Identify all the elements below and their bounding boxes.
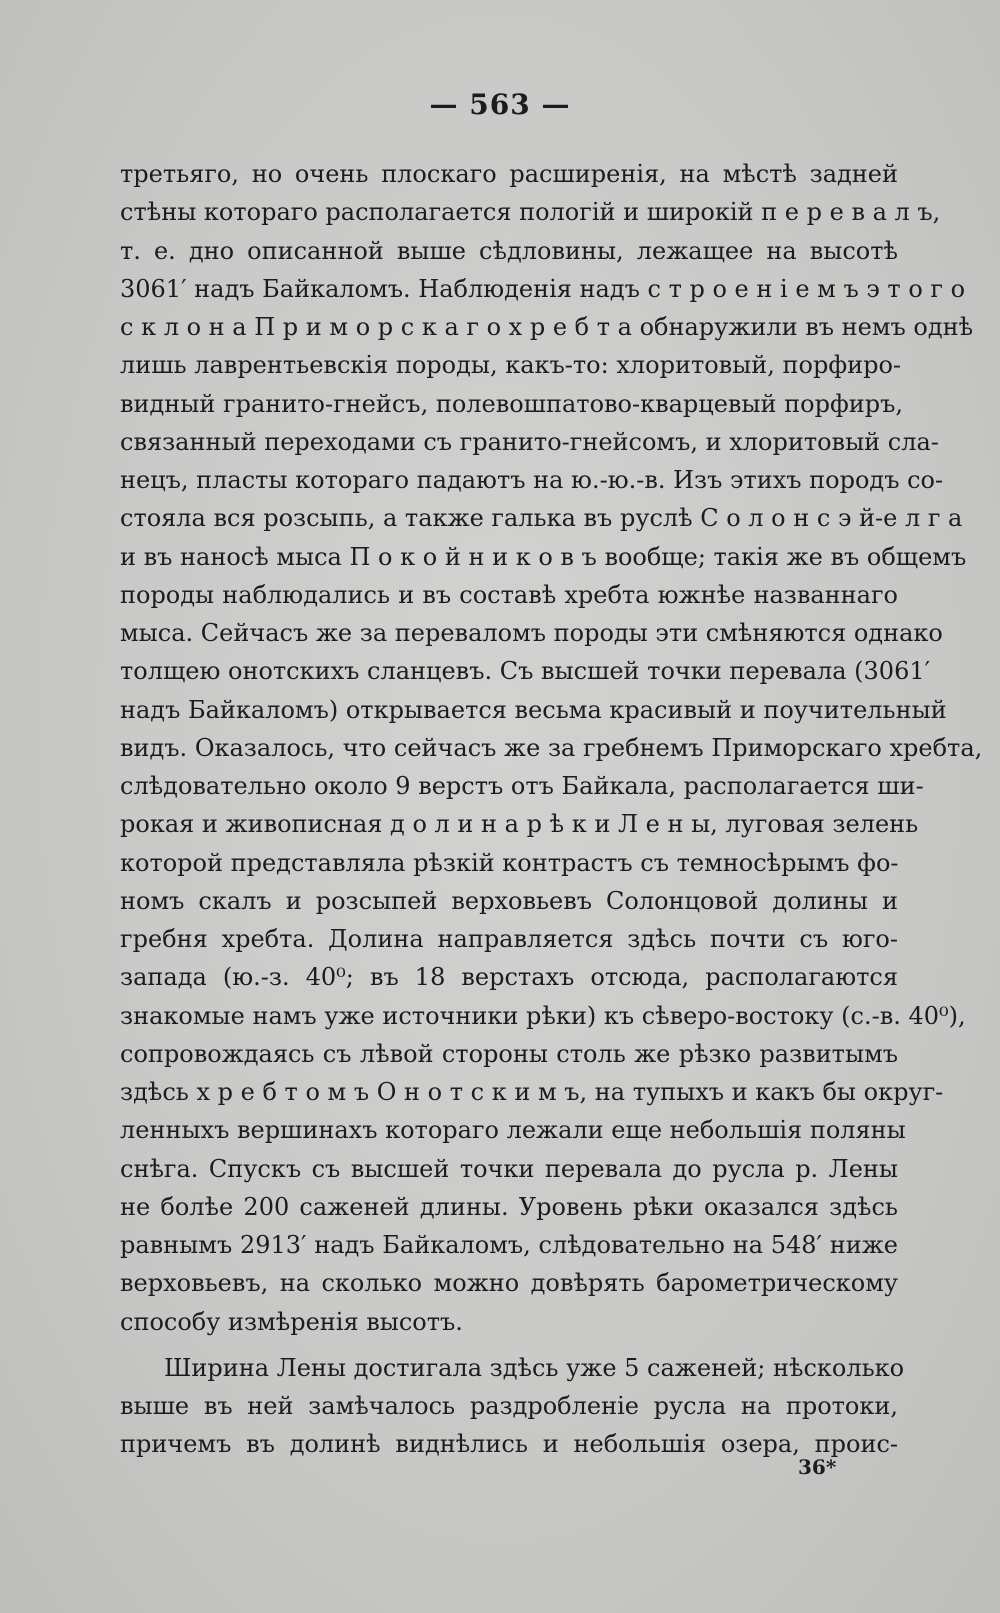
text-line: и въ наносѣ мыса П о к о й н и к о в ъ вообще; такія же въ общемъ <box>120 542 967 571</box>
paragraph-gap <box>120 1341 898 1349</box>
text-line: запада (ю.-з. 40⁰; въ 18 верстахъ отсюда, располагаются <box>120 963 898 992</box>
text-line: номъ скалъ и розсыпей верховьевъ Солонцовой долины и <box>120 886 898 915</box>
paragraph-1 <box>120 155 983 1341</box>
text-line: толщею онотскихъ сланцевъ. Съ высшей точки перевала (3061′ <box>120 657 931 686</box>
text-line: рокая и живописная д о л и н а р ѣ к и Л е н ы, луговая зелень <box>120 810 919 839</box>
text-line: знакомые намъ уже источники рѣки) къ сѣверо-востоку (с.-в. 40⁰), <box>120 1001 966 1030</box>
text-line: верховьевъ, на сколько можно довѣрять барометрическому <box>120 1269 898 1298</box>
text-line: ленныхъ вершинахъ котораго лежали еще небольшія поляны <box>120 1116 906 1145</box>
text-line: т. е. дно описанной выше сѣдловины, лежащее на высотѣ <box>120 236 898 265</box>
signature-mark: 36* <box>798 1455 837 1479</box>
text-line: не болѣе 200 саженей длины. Уровень рѣки оказался здѣсь <box>120 1192 898 1221</box>
text-line: способу измѣренія высотъ. <box>120 1307 463 1336</box>
text-line: 3061′ надъ Байкаломъ. Наблюденія надъ с т р о е н і е м ъ э т о г о <box>120 274 966 303</box>
text-line: слѣдовательно около 9 верстъ отъ Байкала, располагается ши- <box>120 772 924 800</box>
text-line: связанный переходами съ гранито-гнейсомъ, и хлоритовый сла- <box>120 427 939 456</box>
paragraph-2 <box>120 1349 905 1464</box>
text-line: стѣны котораго располагается пологій и широкій п е р е в а л ъ, <box>120 198 941 227</box>
text-line: здѣсь х р е б т о м ъ О н о т с к и м ъ, на тупыхъ и какъ бы округ- <box>120 1078 944 1106</box>
text-line: с к л о н а П р и м о р с к а г о х р е б т а обнаружили въ немъ однѣ <box>120 313 974 341</box>
text-line: Ширина Лены достигала здѣсь уже 5 саженей; нѣсколько <box>164 1353 905 1382</box>
text-line: нецъ, пласты котораго падаютъ на ю.-ю.-в. Изъ этихъ породъ со- <box>120 466 944 494</box>
text-line: третьяго, но очень плоскаго расширенія, на мѣстѣ задней <box>120 160 898 188</box>
text-line: видный гранито-гнейсъ, полевошпатово-кварцевый порфиръ, <box>120 389 903 418</box>
text-line: лишь лаврентьевскія породы, какъ-то: хлоритовый, порфиро- <box>120 351 902 380</box>
text-line: которой представляла рѣзкій контрастъ съ темносѣрымъ фо- <box>120 848 899 877</box>
text-line: равнымъ 2913′ надъ Байкаломъ, слѣдовательно на 548′ ниже <box>120 1231 898 1259</box>
text-line: мыса. Сейчасъ же за переваломъ породы эти смѣняются однако <box>120 619 943 647</box>
text-line: гребня хребта. Долина направляется здѣсь почти съ юго- <box>120 925 898 953</box>
text-line: стояла вся розсыпь, а также галька въ руслѣ С о л о н с э й-е л г а <box>120 504 963 533</box>
text-line: надъ Байкаломъ) открывается весьма красивый и поучительный <box>120 695 947 724</box>
text-line: выше въ ней замѣчалось раздробленіе русла на протоки, <box>120 1392 898 1420</box>
text-line: сопровождаясь съ лѣвой стороны столь же рѣзко развитымъ <box>120 1039 898 1068</box>
text-line: причемъ въ долинѣ виднѣлись и небольшія озера, проис- <box>120 1430 898 1459</box>
text-line: снѣга. Спускъ съ высшей точки перевала до русла р. Лены <box>120 1154 898 1183</box>
body-text <box>120 155 983 1464</box>
text-line: видъ. Оказалось, что сейчасъ же за гребнемъ Приморскаго хребта, <box>120 733 983 762</box>
page-number: — 563 — <box>429 88 571 121</box>
text-line: породы наблюдались и въ составѣ хребта южнѣе названнаго <box>120 580 898 609</box>
